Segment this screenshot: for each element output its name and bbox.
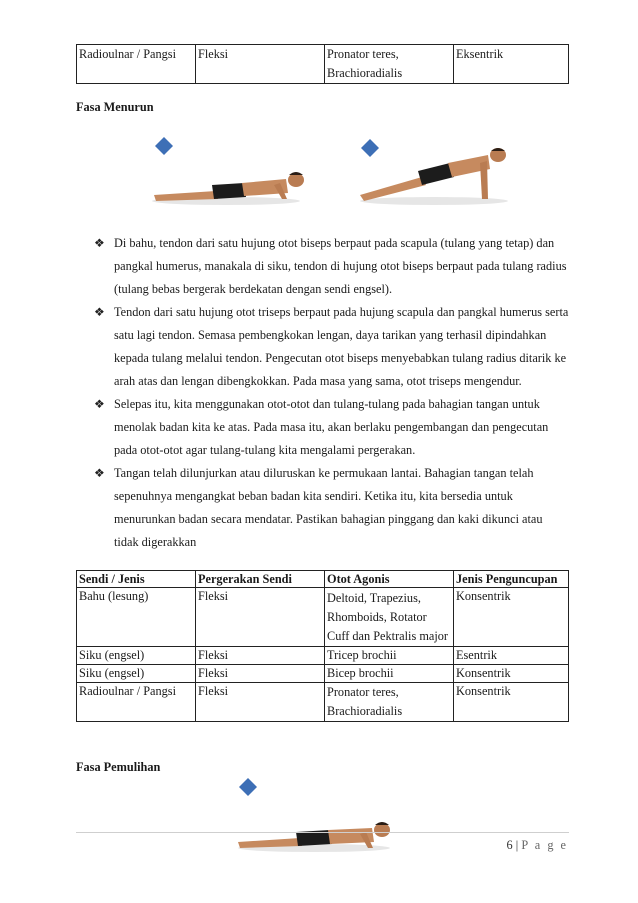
table-cell: Esentrik <box>454 647 569 665</box>
table-cell: Fleksi <box>196 665 325 683</box>
table-cell: Konsentrik <box>454 683 569 722</box>
table-cell: Konsentrik <box>454 665 569 683</box>
table-cell: Deltoid, Trapezius, Rhomboids, Rotator Cuff dan Pektralis major <box>325 588 454 647</box>
table-cell: Siku (engsel) <box>77 665 196 683</box>
list-item <box>94 301 570 393</box>
diamond-arrow-bullet-icon: ❖ <box>94 466 105 480</box>
table-cell: Eksentrik <box>454 45 569 84</box>
page-footer <box>507 838 568 853</box>
footer-separator: | <box>515 838 519 852</box>
column-header: Otot Agonis <box>325 571 454 588</box>
page-label: P a g e <box>521 838 568 852</box>
table-cell: Tricep brochii <box>325 647 454 665</box>
table-cell: Pronator teres, Brachioradialis <box>325 45 454 84</box>
pushup-lowered-image <box>146 133 314 213</box>
column-header: Jenis Penguncupan <box>454 571 569 588</box>
pushup-extended-image <box>354 133 522 213</box>
table-row <box>77 683 569 722</box>
section-heading: Fasa Menurun <box>76 100 154 114</box>
table-cell: Bahu (lesung) <box>77 588 196 647</box>
table-row <box>77 588 569 647</box>
pushup-recovery-image <box>232 772 400 858</box>
bullet-text: Tendon dari satu hujung otot triseps berpaut pada hujung scapula dan pangkal humerus serta satu lagi tendon. Semasa pembengkokan lengan, daya tarikan yang terhasil dipindahkan kepada tulang melalui tendon. Pengecutan otot biseps menyebabkan tulang radius ditarik ke arah atas dan lengan dibengkokkan. Pada masa yang sama, otot triseps mengendur. <box>114 305 569 388</box>
list-item <box>94 232 570 301</box>
bullet-text: Tangan telah dilunjurkan atau diluruskan ke permukaan lantai. Bahagian tangan telah sepenuhnya mengangkat beban badan kita sendiri. Ketika itu, kita bersedia untuk menurunkan badan secara mendatar. Pastikan bahagian pinggang dan kaki dikunci atau tidak digerakkan <box>114 466 543 549</box>
table-cell: Fleksi <box>196 647 325 665</box>
bullet-text: Di bahu, tendon dari satu hujung otot biseps berpaut pada scapula (tulang yang tetap) dan pangkal humerus, manakala di siku, tendon di hujung otot biseps berpaut pada tulang radius (tulang bebas bergerak berdekatan dengan sendi engsel). <box>114 236 567 296</box>
section-heading: Fasa Pemulihan <box>76 760 161 774</box>
table-cell: Pronator teres, Brachioradialis <box>325 683 454 722</box>
list-item <box>94 393 570 462</box>
table-cell: Bicep brochii <box>325 665 454 683</box>
table-header-row <box>77 571 569 588</box>
list-item <box>94 462 570 554</box>
diamond-arrow-bullet-icon: ❖ <box>94 305 105 319</box>
table-cell: Fleksi <box>196 45 325 84</box>
footer-divider <box>76 832 569 833</box>
table-cell: Konsentrik <box>454 588 569 647</box>
continuation-table <box>76 44 569 84</box>
table-cell: Radioulnar / Pangsi <box>77 45 196 84</box>
table-cell: Siku (engsel) <box>77 647 196 665</box>
column-header: Sendi / Jenis <box>77 571 196 588</box>
table-row <box>77 665 569 683</box>
table-row <box>77 45 569 84</box>
table-cell: Fleksi <box>196 683 325 722</box>
table-row <box>77 647 569 665</box>
column-header: Pergerakan Sendi <box>196 571 325 588</box>
page-number: 6 <box>506 838 513 852</box>
table-cell: Fleksi <box>196 588 325 647</box>
table-cell: Radioulnar / Pangsi <box>77 683 196 722</box>
bullet-list <box>94 232 570 554</box>
diamond-arrow-bullet-icon: ❖ <box>94 397 105 411</box>
diamond-arrow-bullet-icon: ❖ <box>94 236 105 250</box>
bullet-text: Selepas itu, kita menggunakan otot-otot dan tulang-tulang pada bahagian tangan untuk menolak badan kita ke atas. Pada masa itu, akan berlaku pengembangan dan pengecutan pada otot-otot agar tulang-tulang kita mengalami pergerakan. <box>114 397 549 457</box>
joint-movement-table <box>76 570 569 722</box>
